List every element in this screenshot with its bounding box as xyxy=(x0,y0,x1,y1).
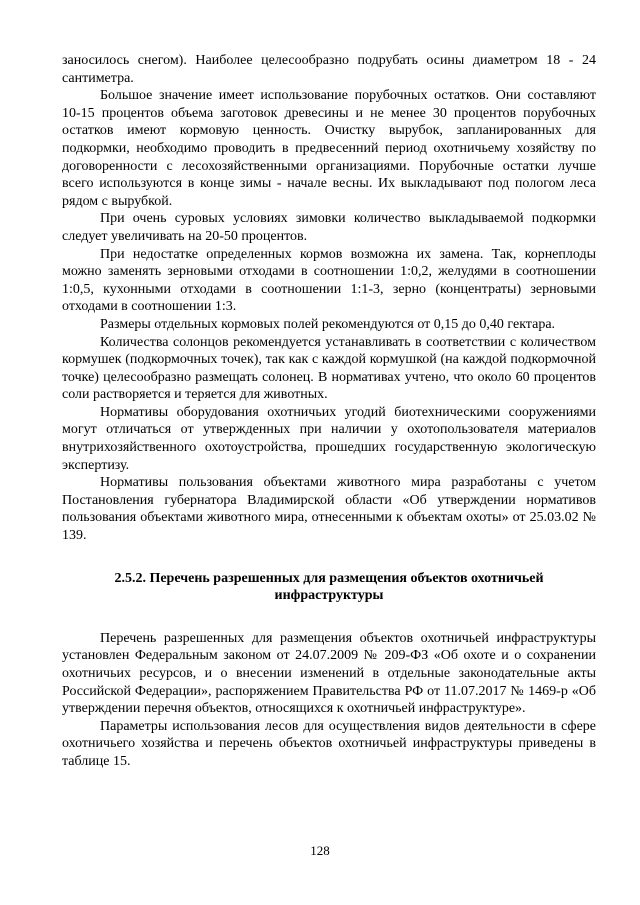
paragraph-group-top xyxy=(62,52,596,545)
paragraph: Нормативы пользования объектами животного мира разработаны с учетом Постановления губернатора Владимирской области «Об утверждении нормативов пользования объектами животного мира, отнесенными к объектам охоты» от 25.03.02 № 139. xyxy=(62,475,596,544)
paragraph: Размеры отдельных кормовых полей рекомендуются от 0,15 до 0,40 гектара. xyxy=(100,316,556,332)
page-number: 128 xyxy=(310,843,330,858)
paragraph: При очень суровых условиях зимовки количество выкладываемой подкормки следует увеличивать на 20-50 процентов. xyxy=(62,211,596,244)
paragraph-group-bottom xyxy=(62,630,596,771)
paragraph: Большое значение имеет использование порубочных остатков. Они составляют 10-15 процентов объема заготовок древесины и не менее 30 процентов порубочных остатков имеют кормовую ценность. Очистку вырубок, запланированных для подкормки, необходимо проводить в предвесенний период охотничьему хозяйству по договоренности с лесохозяйственными организациями. Порубочные остатки лучше всего используются в конце зимы - начале весны. Их выкладывают под пологом леса рядом с вырубкой. xyxy=(62,88,596,209)
document-page xyxy=(62,52,596,771)
paragraph: При недостатке определенных кормов возможна их замена. Так, корнеплоды можно заменять зерновыми отходами в соотношении 1:0,2, желудями в соотношении 1:0,5, кухонными отходами в соотношении 1:1-3, зерно (концентраты) зерновыми отходами в соотношении 1:3. xyxy=(62,246,596,315)
paragraph: Нормативы оборудования охотничьих угодий биотехническими сооружениями могут отличаться от утвержденных при наличии у охотопользователя материалов внутрихозяйственного охотоустройства, прошедших государственную экологическую экспертизу. xyxy=(62,404,596,473)
paragraph: Перечень разрешенных для размещения объектов охотничьей инфраструктуры установлен Федеральным законом от 24.07.2009 № 209-ФЗ «Об охоте и о сохранении охотничьих ресурсов, и о внесении изменений в отдельные законодательные акты Российской Федерации», распоряжением Правительства РФ от 11.07.2017 № 1469-р «Об утверждении перечня объектов, относящихся к охотничьей инфраструктуре». xyxy=(62,630,596,717)
section-heading: 2.5.2. Перечень разрешенных для размещения объектов охотничьей инфраструктуры xyxy=(114,570,544,604)
paragraph: Параметры использования лесов для осуществления видов деятельности в сфере охотничьего хозяйства и перечень объектов охотничьей инфраструктуры приведены в таблице 15. xyxy=(62,718,596,769)
paragraph: Количества солонцов рекомендуется устанавливать в соответствии с количеством кормушек (подкормочных точек), так как с каждой кормушкой (на каждой подкормочной точке) целесообразно размещать солонец. В нормативах учтено, что около 60 процентов соли растворяется и теряется для животных. xyxy=(62,334,596,403)
paragraph: заносилось снегом). Наиболее целесообразно подрубать осины диаметром 18 - 24 сантиметра. xyxy=(62,53,596,86)
